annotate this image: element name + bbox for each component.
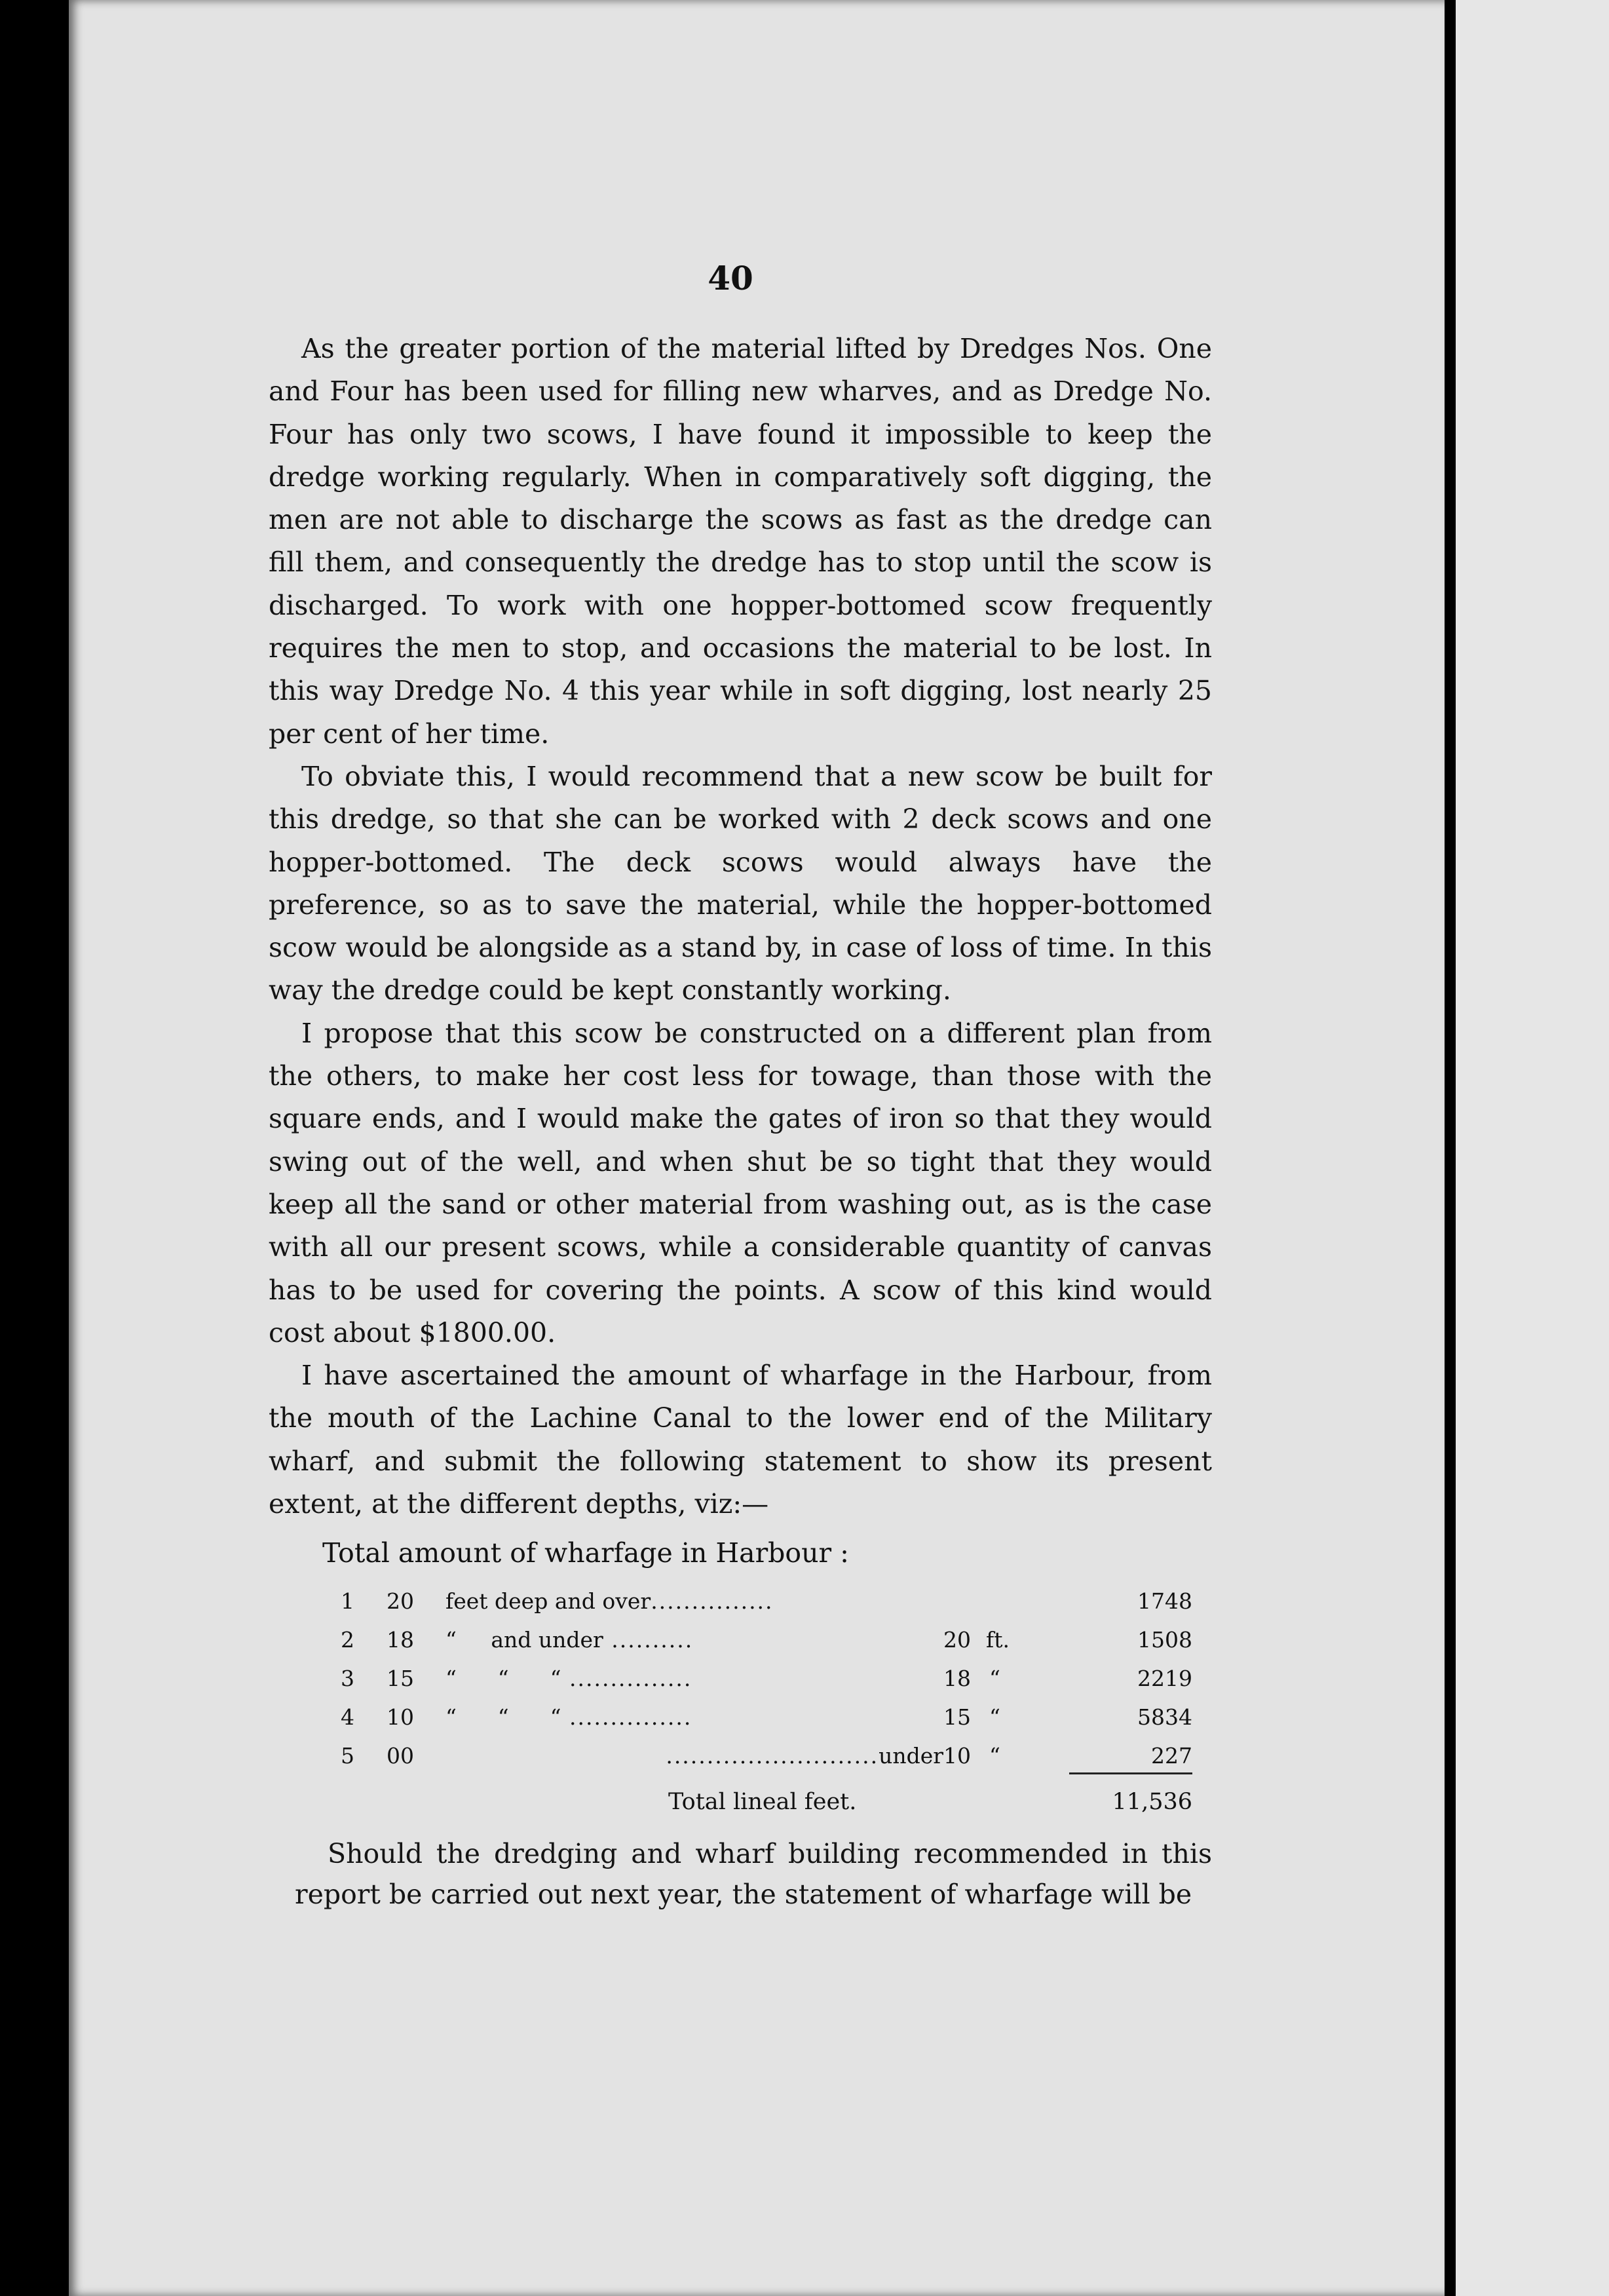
row-limit: 20 [943, 1627, 971, 1653]
total-rule [1069, 1772, 1192, 1774]
row-limit: 18 [943, 1666, 971, 1691]
row-description-text: “ and under [445, 1627, 603, 1653]
row-feet: 227 [1151, 1743, 1192, 1769]
row-depth: 18 [387, 1627, 414, 1653]
row-depth: 20 [387, 1588, 414, 1614]
table-row [341, 1659, 1192, 1698]
row-number: 2 [341, 1627, 354, 1653]
row-description-text: under [879, 1743, 943, 1769]
row-number: 1 [341, 1588, 354, 1614]
paragraph-scow-design: I propose that this scow be constructed on a different plan from the others, to make her cost less for towage, than those with the square ends, and I would make the gates of iron so that they would swing out of the well, and when shut be so tight that they would keep all the sand or other material from washing out, as is the case with all our present scows, while a considerable quantity of canvas has to be used for covering the points. A scow of this kind would cost about $1800.00. [269, 1017, 1212, 1349]
leader-dots: .......................... [666, 1743, 879, 1769]
total-value: 11,536 [1112, 1789, 1192, 1815]
paragraph-wharfage-intro: I have ascertained the amount of wharfage in the Harbour, from the mouth of the Lachine Canal to the lower end of the Military wharf, and submit the following statement to show its present extent, at the different depths, viz:— [269, 1360, 1212, 1520]
leader-dots: .......... [603, 1627, 694, 1653]
row-limit: 15 [943, 1704, 971, 1730]
leader-dots: ............... [561, 1666, 692, 1691]
row-description [445, 1736, 943, 1775]
page-number: 40 [708, 259, 753, 297]
row-feet: 2219 [1137, 1666, 1192, 1691]
table-row [341, 1620, 1192, 1659]
row-limit: 10 [943, 1743, 971, 1769]
table-row [341, 1736, 1192, 1775]
row-unit: “ [989, 1704, 1000, 1730]
row-description-text: feet deep and over [445, 1588, 651, 1614]
paragraph-dredge-scows: As the greater portion of the material lifted by Dredges Nos. One and Four has been used for filling new wharves, and as Dredge No. Four has only two scows, I have found it impossible to keep the dredge working regularly. When in comparatively soft digging, the men are not able to discharge the scows as fast as the dredge can fill them, and consequently the dredge has to stop until the scow is discharged. To work with one hopper-bottomed scow frequently requires the men to stop, and occasions the material to be lost. In this way Dredge No. 4 this year while in soft digging, lost nearly 25 per cent of her time. [269, 333, 1212, 750]
row-number: 4 [341, 1704, 354, 1730]
leader-dots: ............... [561, 1704, 692, 1730]
row-description [445, 1582, 1101, 1620]
wharfage-table [341, 1582, 1192, 1775]
closing-text [295, 1833, 1212, 1915]
table-row [341, 1698, 1192, 1736]
row-depth: 00 [387, 1743, 414, 1769]
row-description [445, 1698, 943, 1736]
wharfage-table-title: Total amount of wharfage in Harbour : [322, 1537, 849, 1569]
paragraph-closing: Should the dredging and wharf building recommended in this report be carried out next year, the statement of wharfage will be [295, 1838, 1212, 1910]
book-binding-edge [0, 0, 72, 2296]
table-row [341, 1582, 1192, 1620]
row-feet: 1748 [1137, 1588, 1192, 1614]
row-description [445, 1620, 943, 1659]
row-number: 3 [341, 1666, 354, 1691]
total-label: Total lineal feet. [668, 1789, 857, 1815]
row-description-text: “ “ “ [445, 1704, 561, 1730]
row-unit: “ [989, 1743, 1000, 1769]
row-feet: 1508 [1137, 1627, 1192, 1653]
row-feet: 5834 [1137, 1704, 1192, 1730]
row-depth: 10 [387, 1704, 414, 1730]
row-unit: ft. [986, 1627, 1010, 1653]
row-depth: 15 [387, 1666, 414, 1691]
body-text [269, 328, 1212, 1525]
page-gutter [1445, 0, 1456, 2296]
leader-dots: ............... [651, 1588, 774, 1614]
row-number: 5 [341, 1743, 354, 1769]
facing-page-edge [1456, 0, 1609, 2296]
row-description [445, 1659, 943, 1698]
paragraph-new-scow-recommendation: To obviate this, I would recommend that a new scow be built for this dredge, so that she can be worked with 2 deck scows and one hopper-bottomed. The deck scows would always have the preference, so as to save the material, while the hopper-bottomed scow would be alongside as a stand by, in case of loss of time. In this way the dredge could be kept constantly working. [269, 760, 1212, 1006]
row-description-text: “ “ “ [445, 1666, 561, 1691]
row-unit: “ [989, 1666, 1000, 1691]
